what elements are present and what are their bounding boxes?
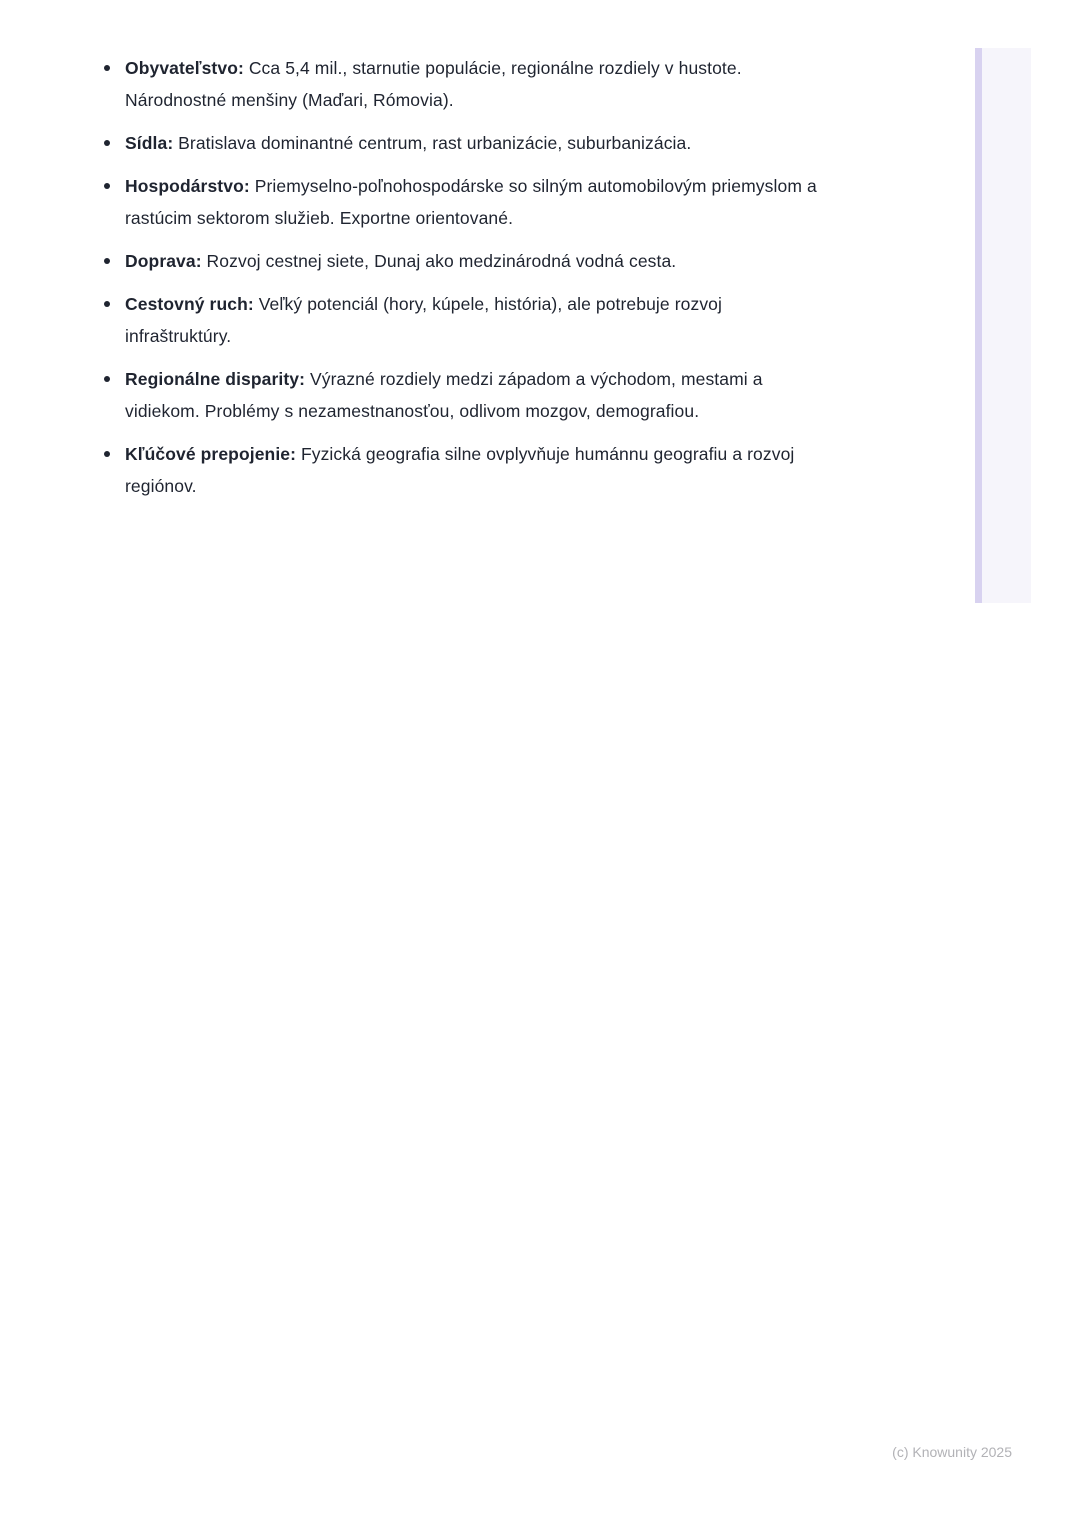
bullet-text: Výrazné rozdiely medzi západom a východom, mestami a vidiekom. Problémy s nezamestnanosťou, odlivom mozgov, demografiou. [125, 369, 763, 421]
bullet-dot-icon [104, 140, 110, 146]
bullet-dot-icon [104, 451, 110, 457]
bullet-text: Veľký potenciál (hory, kúpele, história), ale potrebuje rozvoj infraštruktúry. [125, 294, 722, 346]
list-item [103, 127, 819, 159]
list-item [103, 288, 819, 352]
bullet-dot-icon [104, 65, 110, 71]
list-item [103, 438, 819, 502]
bullet-dot-icon [104, 183, 110, 189]
bullet-label: Cestovný ruch: [125, 294, 254, 314]
bullet-label: Hospodárstvo: [125, 176, 250, 196]
bullet-label: Kľúčové prepojenie: [125, 444, 297, 464]
bullet-text: Bratislava dominantné centrum, rast urbanizácie, suburbanizácia. [178, 133, 692, 153]
bullet-label: Obyvateľstvo: [125, 58, 244, 78]
bullet-text: Rozvoj cestnej siete, Dunaj ako medzinárodná vodná cesta. [206, 251, 677, 271]
bullet-text: Cca 5,4 mil., starnutie populácie, regionálne rozdiely v hustote. Národnostné menšiny (Maďari, Rómovia). [125, 58, 742, 110]
bullet-dot-icon [104, 258, 110, 264]
list-item [103, 363, 819, 427]
bullet-label: Regionálne disparity: [125, 369, 306, 389]
highlight-panel [975, 48, 1031, 603]
bullet-dot-icon [104, 301, 110, 307]
list-item [103, 245, 819, 277]
bullet-dot-icon [104, 376, 110, 382]
bullet-list [103, 52, 819, 513]
list-item [103, 170, 819, 234]
list-item [103, 52, 819, 116]
bullet-text: Priemyselno-poľnohospodárske so silným automobilovým priemyslom a rastúcim sektorom služieb. Exportne orientované. [125, 176, 817, 228]
bullet-label: Sídla: [125, 133, 174, 153]
copyright-text: (c) Knowunity 2025 [892, 1444, 1012, 1460]
bullet-label: Doprava: [125, 251, 202, 271]
bullet-text: Fyzická geografia silne ovplyvňuje humánnu geografiu a rozvoj regiónov. [125, 444, 795, 496]
